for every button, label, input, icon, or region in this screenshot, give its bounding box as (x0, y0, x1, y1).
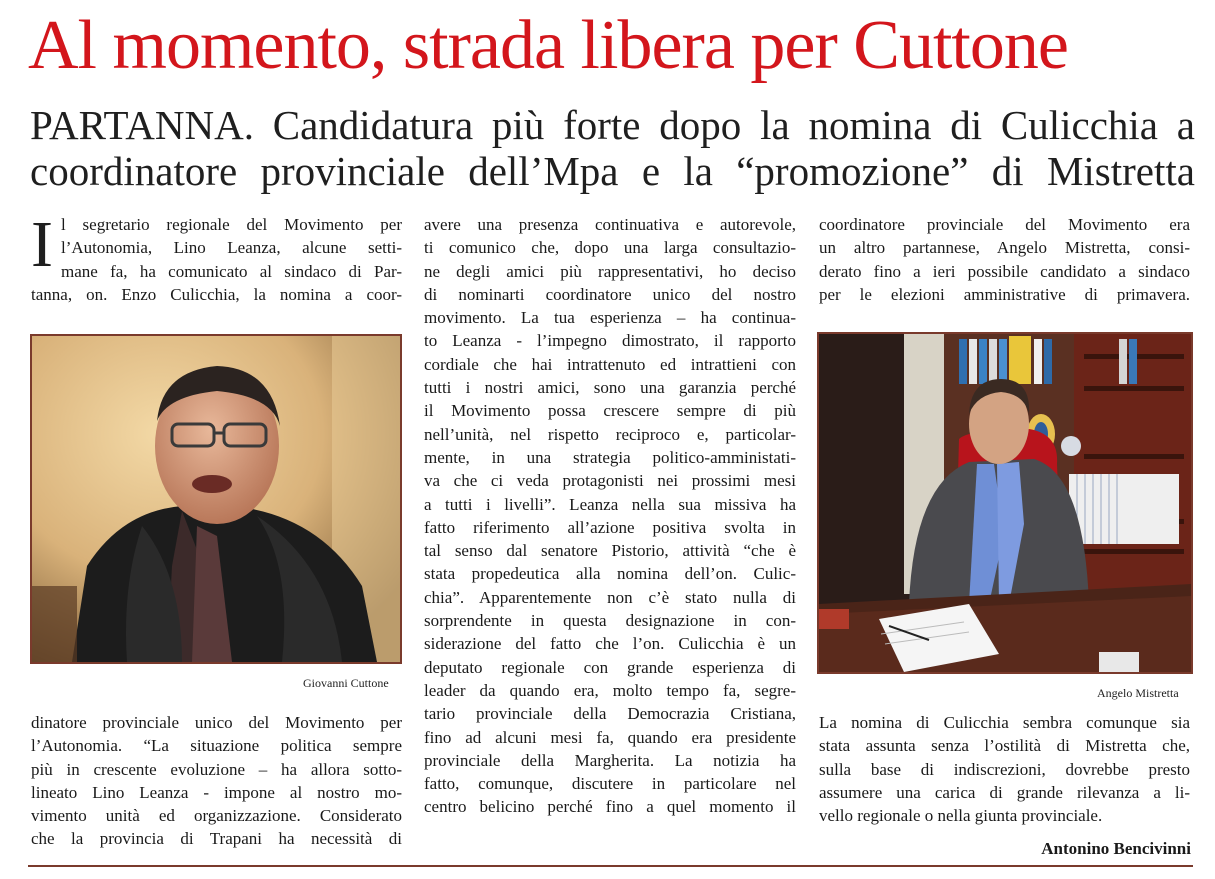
photo-caption-angelo-mistretta: Angelo Mistretta (1097, 686, 1179, 700)
text-line: vimento unità ed organizzazione. Considerato (31, 806, 402, 826)
text-line: tario provinciale della Democrazia Cristiana, (424, 704, 796, 724)
text-line: l segretario regionale del Movimento per (60, 215, 402, 234)
text-line: mane fa, ha comunicato al sindaco di Par- (60, 261, 402, 281)
text-line: tanna, on. Enzo Culicchia, la nomina a coor- (31, 284, 402, 304)
text-line: fatto, comunque, discutere in particolare nel (424, 774, 796, 794)
text-line: La nomina di Culicchia sembra comunque sia (819, 713, 1190, 732)
photo-angelo-mistretta (817, 332, 1193, 674)
photo-caption-giovanni-cuttone: Giovanni Cuttone (303, 676, 389, 690)
text-line: movimento. La tua esperienza – ha continua- (424, 308, 796, 328)
text-line: un altro partannese, Angelo Mistretta, consi- (819, 238, 1190, 258)
text-line: chia”. Apparentemente non c’è stato nulla di (424, 587, 796, 607)
text-line: a tutti i livelli”. Leanza nella sua missiva ha (424, 494, 796, 514)
text-line: to Leanza - l’impegno dimostrato, il rapporto (424, 331, 796, 351)
text-line: l’Autonomia. “La situazione politica sempre (31, 736, 402, 756)
text-line: centro belicino perché fino a quel momento il (424, 797, 796, 817)
text-line: l’Autonomia, Lino Leanza, alcune setti- (60, 238, 402, 258)
text-line: dinatore provinciale unico del Movimento per (31, 713, 402, 732)
text-line: sorprendente in questa designazione in con- (424, 611, 796, 631)
text-line: cordiale che hai intrattenuto ed intrattieni con (424, 354, 796, 374)
text-line: leader da quando era, molto tempo fa, segre- (424, 680, 796, 700)
text-line: per le elezioni amministrative di primavera. (819, 284, 1190, 304)
column-1-bottom (31, 711, 402, 851)
photo-angelo-mistretta-image (819, 334, 1191, 672)
subheadline (30, 102, 1195, 194)
text-line: stata propedeutica alla nomina dell’on. Culic- (424, 564, 796, 584)
text-line: assumere una carica di grande rilevanza a li- (819, 782, 1190, 802)
text-line: nell’unità, nel rispetto reciproco e, particolar- (424, 424, 796, 444)
text-line: più in crescente evoluzione – ha allora sotto- (31, 759, 402, 779)
text-line: va che ci veda protagonisti nei prossimi mesi (424, 471, 796, 491)
text-line: deputato regionale con grande esperienza di (424, 657, 796, 677)
text-line: fatto riferimento all’azione positiva svolta in (424, 517, 796, 537)
bottom-rule (28, 865, 1193, 867)
subheadline-line: PARTANNA. Candidatura più forte dopo la nomina di Culicchia a (30, 102, 1195, 148)
text-line: il Movimento possa crescere sempre di più (424, 401, 796, 421)
text-line: tutti i nostri amici, sono una garanzia perché (424, 378, 796, 398)
byline: Antonino Bencivinni (1041, 839, 1191, 858)
text-line: mente, in una strategia politico-amministati- (424, 447, 796, 467)
text-line: provinciale della Margherita. La notizia ha (424, 750, 796, 770)
text-line: avere una presenza continuativa e autorevole, (424, 215, 796, 234)
text-line: fino ad alcuni mesi fa, quando era presidente (424, 727, 796, 747)
text-line: ti comunico che, dopo una larga consultazio- (424, 238, 796, 258)
subheadline-line: coordinatore provinciale dell’Mpa e la “promozione” di Mistretta (30, 148, 1195, 194)
column-2 (424, 213, 796, 819)
column-3-bottom (819, 711, 1190, 827)
column-1-top (31, 208, 402, 306)
photo-giovanni-cuttone (30, 334, 402, 664)
text-line: vello regionale o nella giunta provinciale. (819, 806, 1103, 826)
text-line: ne degli amici più rappresentativi, ho deciso (424, 261, 796, 281)
text-line: lineato Lino Leanza - impone al nostro mo- (31, 782, 402, 802)
text-line: stata assunta senza l’ostilità di Mistretta che, (819, 736, 1190, 756)
text-line: di nominarti coordinatore unico del nostro (424, 284, 796, 304)
text-line: tal senso dal senatore Pistorio, attività “che è (424, 541, 796, 561)
text-line: coordinatore provinciale del Movimento era (819, 215, 1190, 234)
text-line: che la provincia di Trapani ha necessità di (31, 829, 402, 849)
drop-cap: I (31, 208, 53, 281)
text-line: siderazione del fatto che l’on. Culicchia è un (424, 634, 796, 654)
text-line: derato fino a ieri possibile candidato a sindaco (819, 261, 1190, 281)
column-3-top (819, 213, 1190, 306)
text-line: sulla base di indiscrezioni, dovrebbe presto (819, 759, 1190, 779)
headline: Al momento, strada libera per Cuttone (28, 7, 1068, 84)
photo-giovanni-cuttone-image (32, 336, 400, 662)
